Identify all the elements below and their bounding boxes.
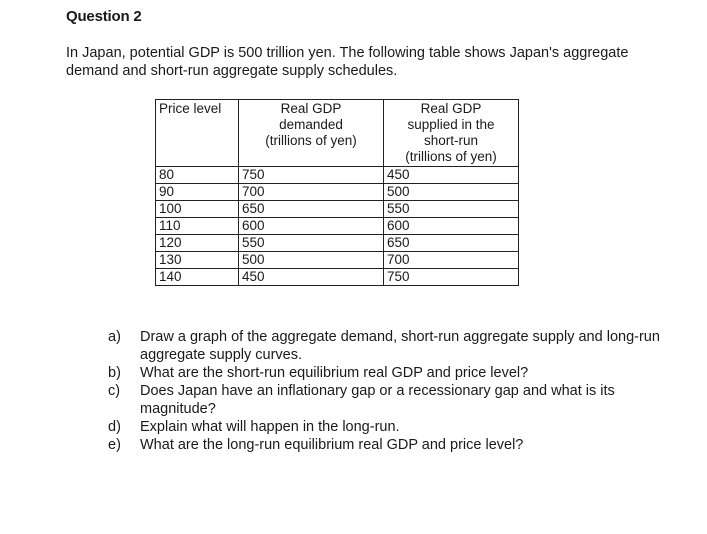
task-item <box>108 436 668 454</box>
table-row <box>156 269 519 286</box>
task-text: What are the long-run equilibrium real GDP and price level? <box>140 437 524 453</box>
header-demanded-line: demanded <box>279 117 343 132</box>
cell-price-level: 90 <box>156 184 239 201</box>
cell-demanded: 750 <box>239 167 384 184</box>
cell-demanded: 650 <box>239 201 384 218</box>
task-item <box>108 382 668 418</box>
table-row <box>156 252 519 269</box>
header-demanded-line: (trillions of yen) <box>265 133 357 148</box>
header-real-gdp-supplied <box>384 100 519 167</box>
question-heading: Question 2 <box>66 8 142 25</box>
cell-supplied: 700 <box>384 252 519 269</box>
task-text: What are the short-run equilibrium real GDP and price level? <box>140 365 529 381</box>
task-label: b) <box>108 365 121 381</box>
task-item <box>108 364 668 382</box>
cell-demanded: 550 <box>239 235 384 252</box>
task-item <box>108 328 668 364</box>
cell-price-level: 120 <box>156 235 239 252</box>
header-price-level: Price level <box>156 100 239 167</box>
cell-price-level: 110 <box>156 218 239 235</box>
table-row <box>156 184 519 201</box>
task-text: Does Japan have an inflationary gap or a recessionary gap and what is its magnitude? <box>140 383 615 417</box>
schedule-table <box>155 99 519 286</box>
question-intro: In Japan, potential GDP is 500 trillion yen. The following table shows Japan's aggregate demand and short-run aggregate supply schedules. <box>66 45 629 79</box>
cell-price-level: 100 <box>156 201 239 218</box>
cell-price-level: 130 <box>156 252 239 269</box>
table-row <box>156 235 519 252</box>
header-real-gdp-demanded <box>239 100 384 167</box>
cell-supplied: 600 <box>384 218 519 235</box>
task-label: e) <box>108 437 121 453</box>
cell-price-level: 140 <box>156 269 239 286</box>
cell-demanded: 450 <box>239 269 384 286</box>
cell-supplied: 500 <box>384 184 519 201</box>
header-demanded-line: Real GDP <box>280 101 342 116</box>
header-supplied-line: (trillions of yen) <box>405 149 497 164</box>
cell-demanded: 500 <box>239 252 384 269</box>
cell-supplied: 650 <box>384 235 519 252</box>
table-row <box>156 218 519 235</box>
table-row <box>156 167 519 184</box>
task-label: c) <box>108 383 121 399</box>
cell-demanded: 700 <box>239 184 384 201</box>
header-supplied-line: Real GDP <box>420 101 482 116</box>
cell-supplied: 450 <box>384 167 519 184</box>
cell-price-level: 80 <box>156 167 239 184</box>
table-row <box>156 201 519 218</box>
task-text: Explain what will happen in the long-run. <box>140 419 400 435</box>
table-header-row <box>156 100 519 167</box>
cell-demanded: 600 <box>239 218 384 235</box>
cell-supplied: 550 <box>384 201 519 218</box>
cell-supplied: 750 <box>384 269 519 286</box>
task-list <box>108 328 668 454</box>
header-supplied-line: short-run <box>423 133 479 148</box>
task-label: a) <box>108 329 121 345</box>
task-text: Draw a graph of the aggregate demand, short-run aggregate supply and long-run aggregate supply curves. <box>140 329 660 363</box>
task-label: d) <box>108 419 121 435</box>
header-supplied-line: supplied in the <box>407 117 495 132</box>
task-item <box>108 418 668 436</box>
